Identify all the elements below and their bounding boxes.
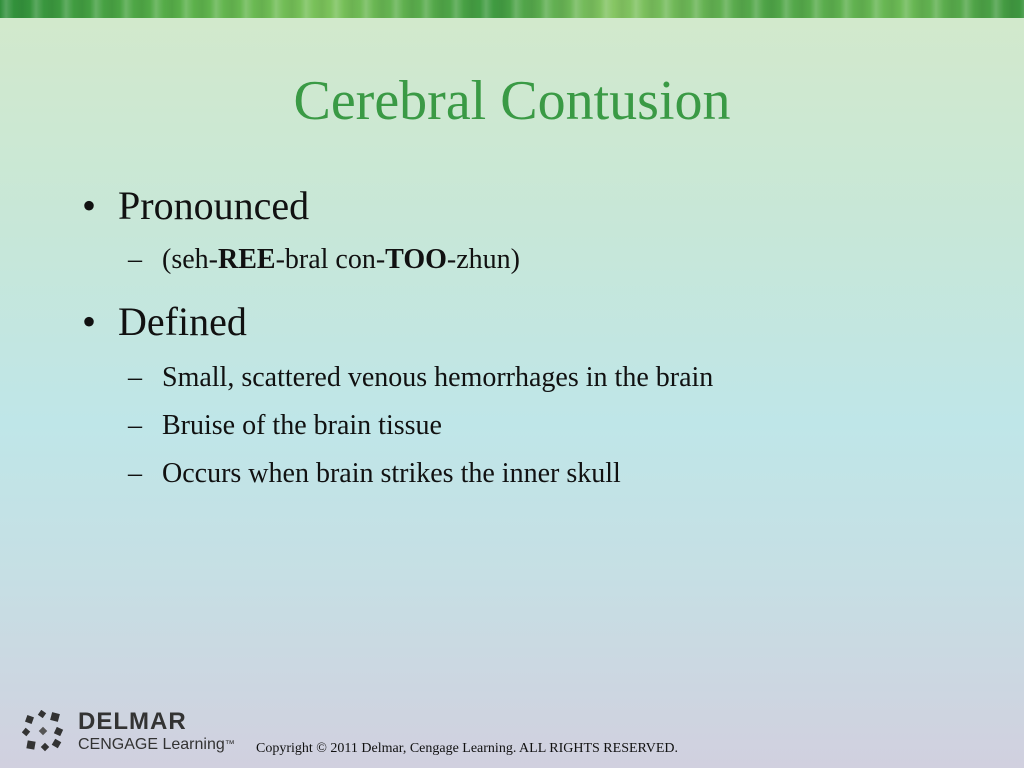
pronunciation-part: (seh-	[162, 244, 218, 275]
sub-definition	[80, 402, 980, 450]
slide-title: Cerebral Contusion	[293, 70, 731, 132]
pronunciation-stress: REE	[217, 244, 276, 275]
slide-body	[80, 180, 980, 498]
copyright-notice: Copyright © 2011 Delmar, Cengage Learning. ALL RIGHTS RESERVED.	[256, 741, 679, 756]
sub-definition	[80, 354, 980, 402]
bullet-defined	[80, 296, 980, 348]
cengage-starburst-icon	[22, 710, 66, 754]
bullet-text: Defined	[118, 299, 247, 344]
pronunciation-stress: TOO	[385, 244, 447, 275]
sub-pronunciation	[80, 236, 980, 284]
top-band-texture	[0, 0, 1024, 18]
pronunciation-part: -bral con-	[275, 244, 386, 275]
sub-marker: –	[128, 362, 142, 393]
sub-text: Small, scattered venous hemorrhages in the brain	[162, 362, 714, 393]
bullet-text: Pronounced	[118, 183, 310, 228]
sub-marker: –	[128, 410, 142, 441]
pronunciation-part: -zhun)	[446, 244, 520, 275]
bullet-pronounced	[80, 180, 980, 232]
logo-wordmark-cengage: CENGAGE Learning™	[78, 736, 235, 753]
bullet-marker: •	[82, 299, 97, 344]
sub-marker: –	[128, 458, 142, 489]
sub-marker: –	[128, 244, 142, 275]
delmar-cengage-logo	[22, 708, 252, 758]
sub-definition	[80, 450, 980, 498]
logo-wordmark-delmar: DELMAR	[78, 708, 187, 735]
bullet-marker: •	[82, 183, 97, 228]
sub-text: Occurs when brain strikes the inner skull	[162, 458, 621, 489]
sub-text: Bruise of the brain tissue	[162, 410, 442, 441]
